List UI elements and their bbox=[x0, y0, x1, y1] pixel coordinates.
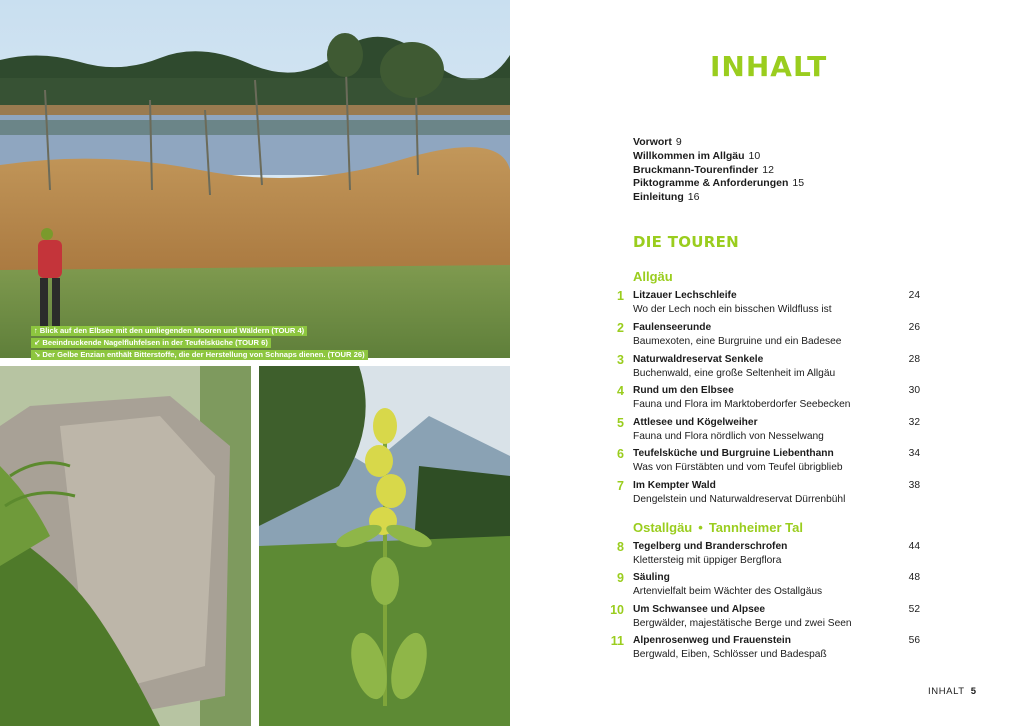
toc-entry-piktogramme[interactable] bbox=[633, 177, 804, 191]
tour-page: 34 bbox=[908, 448, 920, 459]
tour-number: 6 bbox=[617, 447, 624, 461]
tour-name: Säuling bbox=[633, 572, 670, 583]
tour-entry-4[interactable] bbox=[600, 385, 920, 413]
tour-name: Alpenrosenweg und Frauenstein bbox=[633, 635, 791, 646]
caption-1 bbox=[31, 326, 307, 336]
tour-entry-5[interactable] bbox=[600, 417, 920, 445]
toc-entry-label: Piktogramme & Anforderungen bbox=[633, 177, 789, 190]
tour-subtitle: Artenvielfalt beim Wächter des Ostallgäus bbox=[633, 586, 823, 597]
tour-page: 32 bbox=[908, 417, 920, 428]
tour-subtitle: Wo der Lech noch ein bisschen Wildfluss ist bbox=[633, 304, 832, 315]
region-separator: • bbox=[698, 520, 703, 535]
tour-name: Naturwaldreservat Senkele bbox=[633, 354, 764, 365]
tour-subtitle: Fauna und Flora im Marktoberdorfer Seebecken bbox=[633, 399, 851, 410]
page-number: 5 bbox=[970, 686, 977, 697]
tour-page: 56 bbox=[908, 635, 920, 646]
tour-subtitle: Was von Fürstäbten und vom Teufel übrigblieb bbox=[633, 462, 843, 473]
toc-entry-willkommen[interactable] bbox=[633, 150, 804, 164]
toc-entry-page: 12 bbox=[762, 163, 774, 176]
caption-3-text: Der Gelbe Enzian enthält Bitterstoffe, die der Herstellung von Schnaps dienen. (TOUR 26) bbox=[42, 350, 365, 359]
tour-page: 52 bbox=[908, 604, 920, 615]
tour-subtitle: Bergwald, Eiben, Schlösser und Badespaß bbox=[633, 649, 827, 660]
tour-number: 11 bbox=[610, 634, 624, 648]
tour-number: 9 bbox=[617, 571, 624, 585]
region-name: Ostallgäu bbox=[633, 520, 693, 535]
toc-entry-vorwort[interactable] bbox=[633, 136, 804, 150]
page-title: INHALT bbox=[710, 50, 828, 83]
tour-page: 44 bbox=[908, 541, 920, 552]
tour-entry-8[interactable] bbox=[600, 541, 920, 569]
region-name-2: Tannheimer Tal bbox=[708, 520, 803, 535]
photo-yellow-gentian bbox=[259, 366, 510, 726]
tour-name: Teufelsküche und Burgruine Liebenthann bbox=[633, 448, 834, 459]
tour-name: Tegelberg und Branderschrofen bbox=[633, 541, 788, 552]
caption-1-text: Blick auf den Elbsee mit den umliegenden Mooren und Wäldern (TOUR 4) bbox=[39, 326, 305, 335]
tour-subtitle: Baumexoten, eine Burgruine und ein Badesee bbox=[633, 336, 842, 347]
tour-page: 48 bbox=[908, 572, 920, 583]
landscape-photo-nagelfluh-rock-icon bbox=[0, 366, 251, 726]
caption-2 bbox=[31, 338, 271, 348]
tour-subtitle: Klettersteig mit üppiger Bergflora bbox=[633, 555, 782, 566]
toc-entry-page: 16 bbox=[687, 191, 700, 204]
tour-name: Litzauer Lechschleife bbox=[633, 290, 737, 301]
arrow-down-right-icon: ↘ bbox=[34, 350, 41, 359]
intro-list bbox=[633, 136, 804, 205]
tour-subtitle: Buchenwald, eine große Seltenheit im Allgäu bbox=[633, 368, 836, 379]
tour-page: 30 bbox=[908, 385, 920, 396]
arrow-up-icon: ↑ bbox=[34, 326, 38, 335]
tour-number: 3 bbox=[617, 353, 624, 367]
page-footer bbox=[928, 686, 977, 697]
landscape-photo-elbsee-icon bbox=[0, 0, 510, 358]
tour-subtitle: Fauna und Flora nördlich von Nesselwang bbox=[633, 431, 824, 442]
toc-entry-page: 9 bbox=[675, 136, 682, 148]
toc-entry-page: 10 bbox=[748, 149, 761, 162]
tour-number: 8 bbox=[617, 540, 624, 554]
tour-name: Attlesee und Kögelweiher bbox=[633, 417, 758, 428]
region-name: Allgäu bbox=[633, 269, 673, 284]
tour-entry-3[interactable] bbox=[600, 354, 920, 382]
tour-entry-10[interactable] bbox=[600, 604, 920, 632]
tour-subtitle: Dengelstein und Naturwaldreservat Dürrenbühl bbox=[633, 494, 846, 505]
photo-captions bbox=[31, 326, 368, 360]
tour-entry-6[interactable] bbox=[600, 448, 920, 476]
tour-page: 26 bbox=[908, 322, 920, 333]
caption-2-text: Beeindruckende Nagelfluhfelsen in der Teufelsküche (TOUR 6) bbox=[42, 338, 268, 347]
region-heading-allgaeu bbox=[633, 269, 673, 284]
tour-name: Rund um den Elbsee bbox=[633, 385, 734, 396]
tour-page: 38 bbox=[908, 480, 920, 491]
footer-label: INHALT bbox=[928, 686, 965, 697]
tour-entry-11[interactable] bbox=[600, 635, 920, 663]
toc-entry-label: Willkommen im Allgäu bbox=[633, 149, 745, 162]
toc-entry-label: Bruckmann-Tourenfinder bbox=[633, 163, 759, 176]
tour-entry-9[interactable] bbox=[600, 572, 920, 600]
photo-nagelfluh-rock bbox=[0, 366, 251, 726]
caption-3 bbox=[31, 350, 368, 360]
tour-number: 2 bbox=[617, 321, 624, 335]
tour-name: Faulenseerunde bbox=[633, 322, 712, 333]
toc-entry-tourenfinder[interactable] bbox=[633, 164, 804, 178]
toc-entry-label: Einleitung bbox=[633, 191, 684, 204]
tour-number: 7 bbox=[617, 479, 624, 493]
tour-entry-7[interactable] bbox=[600, 480, 920, 508]
tour-page: 28 bbox=[908, 354, 920, 365]
photo-elbsee-lake bbox=[0, 0, 510, 358]
toc-entry-page: 15 bbox=[792, 177, 805, 190]
region-heading-ostallgaeu bbox=[633, 520, 803, 535]
tour-entry-2[interactable] bbox=[600, 322, 920, 350]
section-title-die-touren: DIE TOUREN bbox=[633, 233, 740, 251]
toc-entry-label: Vorwort bbox=[633, 136, 672, 148]
arrow-down-left-icon: ↙ bbox=[34, 338, 41, 347]
tour-number: 10 bbox=[610, 603, 624, 617]
toc-entry-einleitung[interactable] bbox=[633, 191, 804, 205]
tour-name: Um Schwansee und Alpsee bbox=[633, 604, 766, 615]
tour-entry-1[interactable] bbox=[600, 290, 920, 318]
tour-number: 1 bbox=[617, 289, 624, 303]
tour-number: 5 bbox=[617, 416, 624, 430]
tour-page: 24 bbox=[908, 290, 920, 301]
tour-name: Im Kempter Wald bbox=[633, 480, 716, 491]
tour-subtitle: Bergwälder, majestätische Berge und zwei Seen bbox=[633, 618, 852, 629]
landscape-photo-yellow-gentian-icon bbox=[259, 366, 510, 726]
tour-number: 4 bbox=[617, 384, 624, 398]
